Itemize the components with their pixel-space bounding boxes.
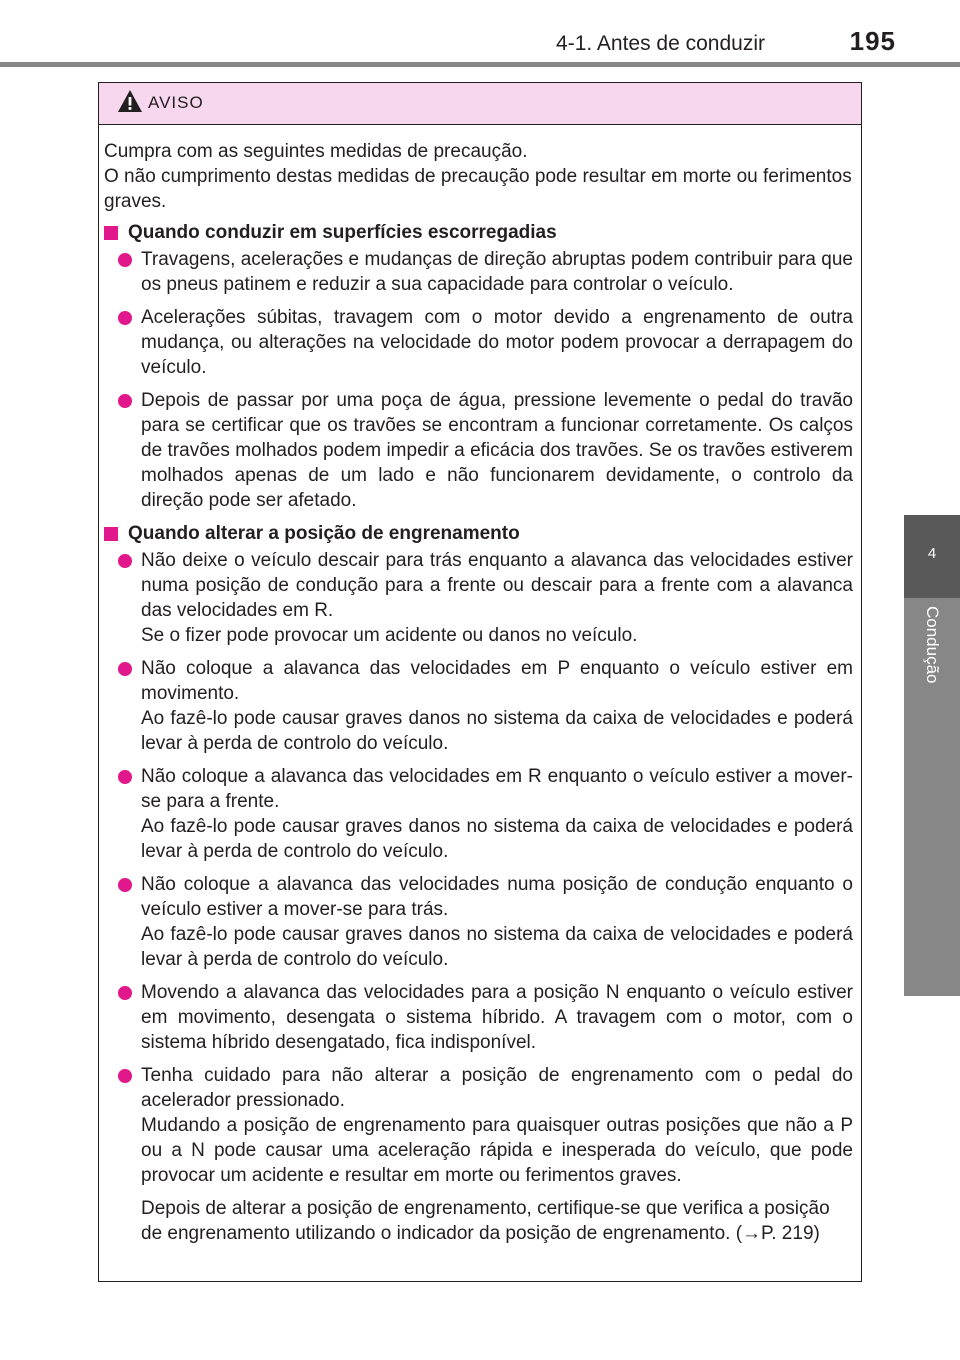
circle-bullet-icon <box>118 394 132 408</box>
circle-bullet-icon <box>118 878 132 892</box>
circle-bullet-icon <box>118 770 132 784</box>
item-text: Não deixe o veículo descair para trás enquanto a alavanca das velocidades estiver numa posição de condução para a frente ou descair para a frente com a alavanca das velocidades em R. <box>141 550 853 621</box>
item-text: Se o fizer pode provocar um acidente ou danos no veículo. <box>141 625 638 646</box>
item-text: Tenha cuidado para não alterar a posição de engrenamento com o pedal do acelerador pressionado. <box>141 1065 853 1111</box>
list-item <box>104 980 853 1055</box>
item-text: Não coloque a alavanca das velocidades em P enquanto o veículo estiver em movimento. <box>141 658 853 704</box>
item-text: Mudando a posição de engrenamento para quaisquer outras posições que não a P ou a N pode causar uma aceleração rápida e inesperada do veículo, que pode provocar um acidente e resultar em morte ou ferimentos graves. <box>141 1115 853 1186</box>
warning-triangle-icon <box>117 89 143 113</box>
item-text: Não coloque a alavanca das velocidades numa posição de condução enquanto o veículo estiver a mover-se para trás. <box>141 874 853 920</box>
section-heading <box>104 220 853 245</box>
section-heading-text: Quando conduzir em superfícies escorregadias <box>128 222 557 243</box>
circle-bullet-icon <box>118 1069 132 1083</box>
chapter-number: 4 <box>927 545 937 562</box>
page-number: 195 <box>849 26 896 56</box>
item-text: Ao fazê-lo pode causar graves danos no sistema da caixa de velocidades e poderá levar à perda de controlo do veículo. <box>141 924 853 970</box>
warning-box <box>98 82 862 1282</box>
section-title: 4-1. Antes de conduzir <box>556 32 765 55</box>
list-item <box>104 872 853 972</box>
chapter-label: Condução <box>923 606 942 684</box>
item-text: Ao fazê-lo pode causar graves danos no sistema da caixa de velocidades e poderá levar à perda de controlo do veículo. <box>141 816 853 862</box>
warning-intro <box>104 139 853 214</box>
list-item <box>104 1063 853 1188</box>
closing-note: Depois de alterar a posição de engrenamento, certifique-se que verifica a posição de engrenamento utilizando o indicador da posição de engrenamento. (→P. 219) <box>141 1198 830 1244</box>
item-text: Ao fazê-lo pode causar graves danos no sistema da caixa de velocidades e poderá levar à perda de controlo do veículo. <box>141 708 853 754</box>
intro-line: O não cumprimento destas medidas de precaução pode resultar em morte ou ferimentos graves. <box>104 166 852 212</box>
section-heading-text: Quando alterar a posição de engrenamento <box>128 523 520 544</box>
warning-title: AVISO <box>148 93 204 112</box>
item-text: Acelerações súbitas, travagem com o motor devido a engrenamento de outra mudança, ou alterações na velocidade do motor podem provocar a derrapagem do veículo. <box>141 307 853 378</box>
circle-bullet-icon <box>118 986 132 1000</box>
list-item <box>104 247 853 297</box>
warning-header <box>99 83 861 125</box>
circle-bullet-icon <box>118 311 132 325</box>
circle-bullet-icon <box>118 554 132 568</box>
list-item <box>104 305 853 380</box>
list-item <box>104 656 853 756</box>
square-bullet-icon <box>104 226 118 240</box>
item-text: Depois de passar por uma poça de água, pressione levemente o pedal do travão para se certificar que os travões se encontram a funcionar corretamente. Os calços de travões molhados podem impedir a eficácia dos travões. Se os travões estiverem molhados apenas de um lado e não funcionarem devidamente, o controlo da direção pode ser afetado. <box>141 390 853 511</box>
square-bullet-icon <box>104 527 118 541</box>
warning-body <box>99 125 861 1246</box>
chapter-side-column <box>904 598 960 996</box>
item-text: Travagens, acelerações e mudanças de direção abruptas podem contribuir para que os pneus patinem e reduzir a sua capacidade para controlar o veículo. <box>141 249 853 295</box>
list-item <box>104 548 853 648</box>
chapter-tab[interactable] <box>904 515 960 598</box>
section-heading <box>104 521 853 546</box>
list-item <box>104 764 853 864</box>
item-text: Não coloque a alavanca das velocidades em R enquanto o veículo estiver a mover-se para a frente. <box>141 766 853 812</box>
circle-bullet-icon <box>118 662 132 676</box>
intro-line: Cumpra com as seguintes medidas de precaução. <box>104 141 528 162</box>
list-item <box>104 388 853 513</box>
header-rule <box>0 62 960 67</box>
item-text: Movendo a alavanca das velocidades para a posição N enquanto o veículo estiver em movimento, desengata o sistema híbrido. A travagem com o motor, com o sistema híbrido desengatado, fica indisponível. <box>141 982 853 1053</box>
circle-bullet-icon <box>118 253 132 267</box>
